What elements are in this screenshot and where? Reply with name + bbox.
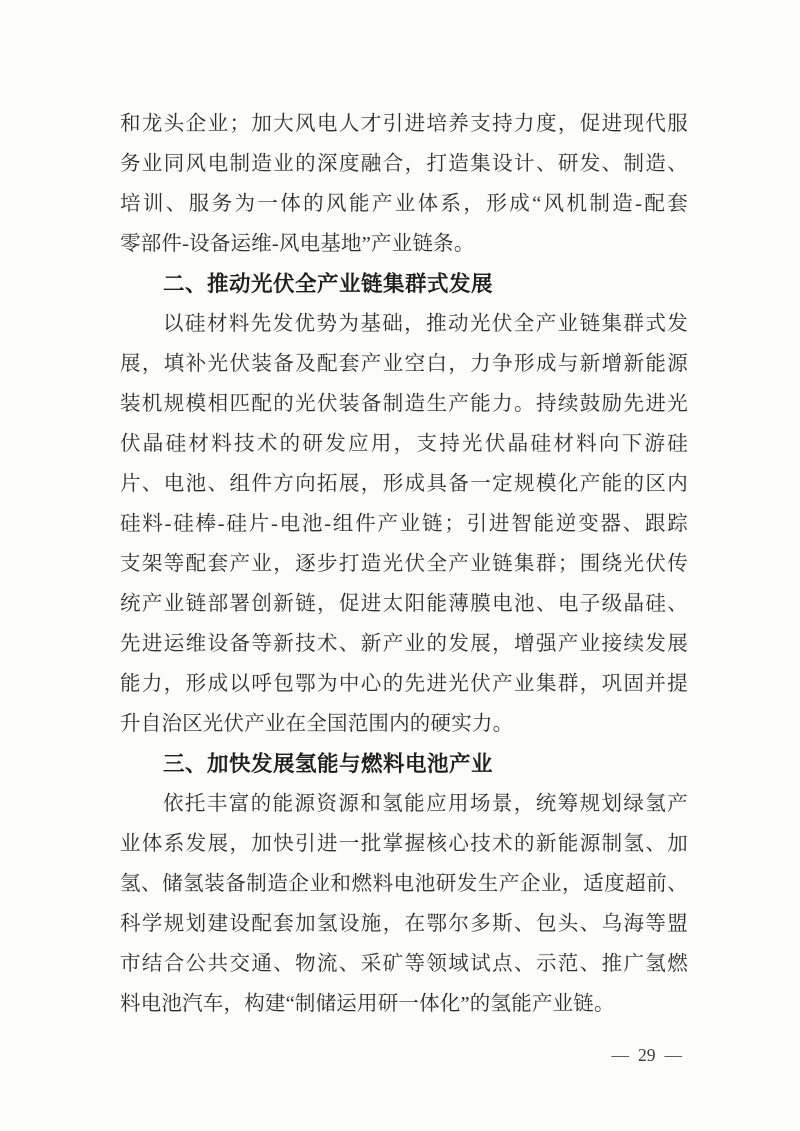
text-line: 依托丰富的能源资源和氢能应用场景，统筹规划绿氢产 (163, 793, 688, 815)
text-line: 能力，形成以呼包鄂为中心的先进光伏产业集群，巩固并提 (120, 673, 688, 695)
text-line: 务业同风电制造业的深度融合，打造集设计、研发、制造、 (120, 153, 688, 175)
page-number: 29 (638, 1044, 656, 1065)
text-line: 先进运维设备等新技术、新产业的发展，增强产业接续发展 (120, 633, 688, 655)
text-line: 统产业链部署创新链，促进太阳能薄膜电池、电子级晶硅、 (120, 593, 688, 615)
text-line: 装机规模相匹配的光伏装备制造生产能力。持续鼓励先进光 (120, 393, 688, 415)
text-line: 市结合公共交通、物流、采矿等领域试点、示范、推广氢燃 (120, 953, 688, 975)
text-line: 零部件-设备运维-风电基地”产业链条。 (120, 233, 475, 255)
text-line: 展，填补光伏装备及配套产业空白，力争形成与新增新能源 (120, 353, 688, 375)
text-line: 业体系发展，加快引进一批掌握核心技术的新能源制氢、加 (120, 833, 688, 855)
text-line: 升自治区光伏产业在全国范围内的硬实力。 (120, 713, 514, 735)
section-heading: 二、推动光伏全产业链集群式发展 (163, 272, 494, 296)
text-line: 支架等配套产业，逐步打造光伏全产业链集群；围绕光伏传 (120, 553, 688, 575)
page-number-dash-right: — (664, 1044, 682, 1065)
text-line: 和龙头企业；加大风电人才引进培养支持力度，促进现代服 (120, 113, 688, 135)
page-footer (612, 1042, 683, 1068)
text-line: 培训、服务为一体的风能产业体系，形成“风机制造-配套 (120, 193, 688, 215)
text-line: 伏晶硅材料技术的研发应用，支持光伏晶硅材料向下游硅 (120, 433, 688, 455)
text-line: 以硅材料先发优势为基础，推动光伏全产业链集群式发 (163, 313, 688, 335)
page-number-dash-left: — (611, 1044, 629, 1065)
document-body (120, 104, 688, 1024)
text-line: 硅料-硅棒-硅片-电池-组件产业链；引进智能逆变器、跟踪 (120, 513, 688, 535)
text-line: 片、电池、组件方向拓展，形成具备一定规模化产能的区内 (120, 473, 688, 495)
text-line: 科学规划建设配套加氢设施，在鄂尔多斯、包头、乌海等盟 (120, 913, 688, 935)
text-line: 氢、储氢装备制造企业和燃料电池研发生产企业，适度超前、 (120, 873, 688, 895)
section-heading: 三、加快发展氢能与燃料电池产业 (163, 752, 494, 776)
text-line: 料电池汽车，构建“制储运用研一体化”的氢能产业链。 (120, 993, 615, 1015)
